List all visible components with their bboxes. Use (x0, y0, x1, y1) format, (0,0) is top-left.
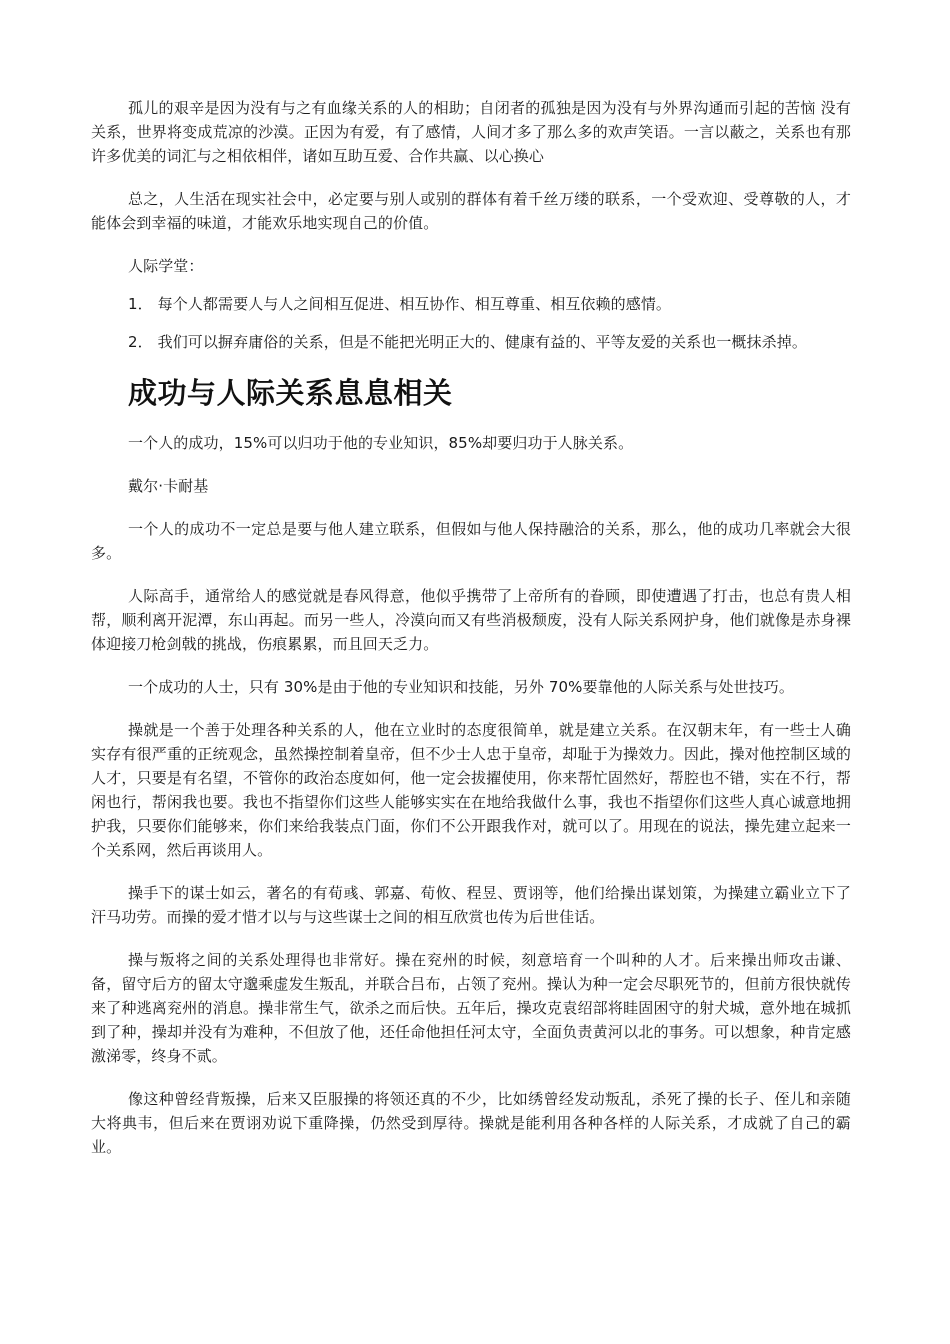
paragraph: 操与叛将之间的关系处理得也非常好。操在兖州的时候，刻意培育一个叫种的人才。后来操出师攻击谦、备，留守后方的留太守邈乘虚发生叛乱，并联合吕布，占领了兖州。操认为种一定会尽职死节的，但前方很快就传来了种逃离兖州的消息。操非常生气，欲杀之而后快。五年后，操攻克袁绍部将眭固困守的射犬城，意外地在城抓到了种，操却并没有为难种，不但放了他，还任命他担任河太守，全面负责黄河以北的事务。可以想象，种肯定感激涕零，终身不贰。 (91, 951, 851, 1065)
quote-author: 戴尔·卡耐基 (128, 477, 209, 495)
paragraph: 一个人的成功，15%可以归功于他的专业知识，85%却要归功于人脉关系。 (128, 434, 634, 452)
list-item: 1． 每个人都需要人与人之间相互促进、相互协作、相互尊重、相互依赖的感情。 (128, 295, 672, 313)
paragraph: 一个成功的人士，只有 30%是由于他的专业知识和技能，另外 70%要靠他的人际关系与处世技巧。 (128, 678, 794, 696)
document-page (91, 96, 851, 1178)
paragraph: 像这种曾经背叛操，后来又臣服操的将领还真的不少，比如绣曾经发动叛乱，杀死了操的长子、侄儿和亲随大将典韦，但后来在贾诩劝说下重降操，仍然受到厚待。操就是能利用各种各样的人际关系，才成就了自己的霸业。 (91, 1090, 851, 1156)
paragraph: 总之，人生活在现实社会中，必定要与别人或别的群体有着千丝万缕的联系，一个受欢迎、受尊敬的人，才能体会到幸福的味道，才能欢乐地实现自己的价值。 (91, 190, 851, 232)
list-item: 2． 我们可以摒弃庸俗的关系，但是不能把光明正大的、健康有益的、平等友爱的关系也一概抹杀掉。 (128, 333, 807, 351)
section-heading: 成功与人际关系息息相关 (128, 376, 453, 410)
paragraph: 一个人的成功不一定总是要与他人建立联系，但假如与他人保持融洽的关系，那么，他的成功几率就会大很多。 (91, 520, 851, 562)
paragraph: 操手下的谋士如云，著名的有荀彧、郭嘉、荀攸、程昱、贾诩等，他们给操出谋划策，为操建立霸业立下了汗马功劳。而操的爱才惜才以与与这些谋士之间的相互欣赏也传为后世佳话。 (91, 884, 851, 926)
paragraph: 操就是一个善于处理各种关系的人，他在立业时的态度很简单，就是建立关系。在汉朝末年，有一些士人确实存有很严重的正统观念，虽然操控制着皇帝，但不少士人忠于皇帝，却耻于为操效力。因此，操对他控制区域的人才，只要是有名望，不管你的政治态度如何，他一定会拔擢使用，你来帮忙固然好，帮腔也不错，实在不行，帮闲也行，帮闲我也要。我也不指望你们这些人能够实实在在地给我做什么事，我也不指望你们这些人真心诚意地拥护我，只要你们能够来，你们来给我装点门面，你们不公开跟我作对，就可以了。用现在的说法，操先建立起来一个关系网，然后再谈用人。 (91, 721, 851, 859)
paragraph: 孤儿的艰辛是因为没有与之有血缘关系的人的相助；自闭者的孤独是因为没有与外界沟通而引起的苦恼 没有关系，世界将变成荒凉的沙漠。正因为有爱，有了感情，人间才多了那么多的欢声笑语。一言以蔽之，关系也有那许多优美的词汇与之相依相伴，诸如互助互爱、合作共赢、以心换心 (91, 99, 851, 165)
paragraph: 人际高手，通常给人的感觉就是春风得意，他似乎携带了上帝所有的眷顾，即使遭遇了打击，也总有贵人相帮，顺利离开泥潭，东山再起。而另一些人，冷漠向而又有些消极颓废，没有人际关系网护身，他们就像是赤身裸体迎接刀枪剑戟的挑战，伤痕累累，而且回天乏力。 (91, 587, 851, 653)
section-label: 人际学堂： (128, 257, 204, 275)
